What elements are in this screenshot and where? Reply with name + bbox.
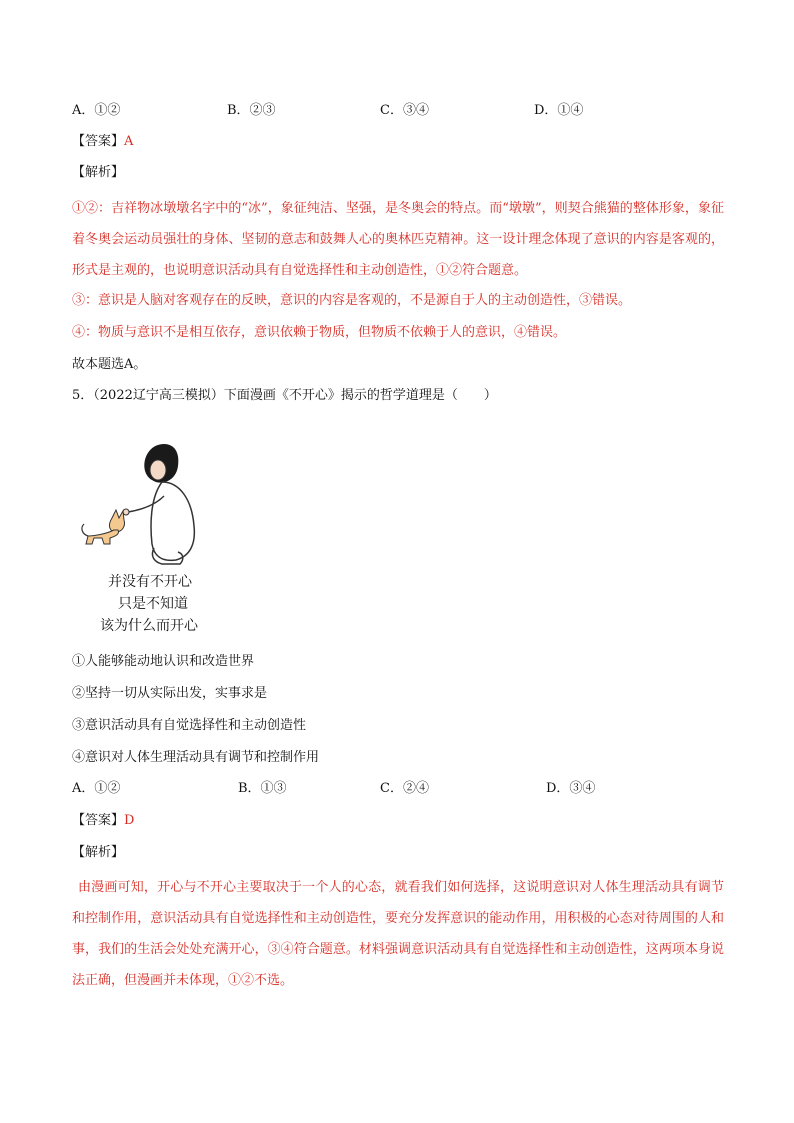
q4-option-c: C．③④	[380, 103, 429, 118]
answer-label: 【答案】	[72, 134, 125, 149]
q5-option-d: D．③④	[546, 781, 596, 796]
q4-analysis-paragraph-3: ④：物质与意识不是相互依存，意识依赖于物质，但物质不依赖于人的意识，④错误。	[72, 325, 567, 340]
q5-analysis-label: 【解析】	[72, 845, 125, 860]
q4-analysis-label: 【解析】	[72, 165, 125, 180]
q5-stem: 5．（2022辽宁高三模拟）下面漫画《不开心》揭示的哲学道理是（ ）	[72, 388, 497, 403]
cartoon-caption-line-2: 只是不知道	[118, 596, 188, 612]
q5-statement-2: ②坚持一切从实际出发，实事求是	[72, 686, 268, 701]
cartoon-caption-line-3: 该为什么而开心	[100, 618, 198, 634]
cat-body-shape	[86, 530, 119, 544]
q5-statement-1: ①人能够能动地认识和改造世界	[72, 654, 255, 669]
answer-value: A	[124, 134, 134, 149]
q5-option-a: A．①②	[72, 781, 121, 796]
cat-head-shape	[109, 510, 124, 532]
q4-analysis-paragraph-1: ①②：吉祥物冰墩墩名字中的“冰”，象征纯洁、坚强，是冬奥会的特点。而“墩墩”，则契合熊猫的整体形象，象征着冬奥会运动员强壮的身体、坚韧的意志和鼓舞人心的奥林匹克精神。这一设计理念体现了意识的内容是客观的，形式是主观的，也说明意识活动具有自觉选择性和主动创造性，①②符合题意。	[72, 201, 724, 278]
q4-option-b: B．②③	[227, 103, 276, 118]
cartoon-image	[80, 440, 230, 640]
face-shape	[150, 460, 166, 480]
q5-statement-3: ③意识活动具有自觉选择性和主动创造性	[72, 718, 307, 733]
cartoon-drawing	[80, 440, 230, 640]
q5-answer	[72, 811, 134, 831]
answer-value: D	[124, 813, 135, 828]
cat-tail-line	[82, 524, 88, 536]
q5-option-b: B．①③	[238, 781, 287, 796]
q4-answer	[72, 132, 133, 152]
body-shape	[151, 482, 194, 560]
q5-statement-4: ④意识对人体生理活动具有调节和控制作用	[72, 750, 320, 765]
hand-shape	[123, 509, 129, 515]
q4-conclusion: 故本题选A。	[72, 357, 147, 372]
q4-analysis-paragraph-2: ③：意识是人脑对客观存在的反映，意识的内容是客观的，不是源自于人的主动创造性，③错误。	[72, 293, 632, 308]
q4-option-d: D．①④	[534, 103, 584, 118]
answer-label: 【答案】	[72, 813, 125, 828]
q4-option-a: A．①②	[72, 103, 121, 118]
q5-analysis-paragraph: 由漫画可知，开心与不开心主要取决于一个人的心态，就看我们如何选择，这说明意识对人体生理活动具有调节和控制作用，意识活动具有自觉选择性和主动创造性，要充分发挥意识的能动作用，用积极的心态对待周围的人和事，我们的生活会处处充满开心，③④符合题意。材料强调意识活动具有自觉选择性和主动创造性，这两项本身说法正确，但漫画并未体现，①②不选。	[72, 880, 724, 988]
q5-option-c: C．②④	[380, 781, 429, 796]
cartoon-caption-line-1: 并没有不开心	[108, 574, 192, 590]
